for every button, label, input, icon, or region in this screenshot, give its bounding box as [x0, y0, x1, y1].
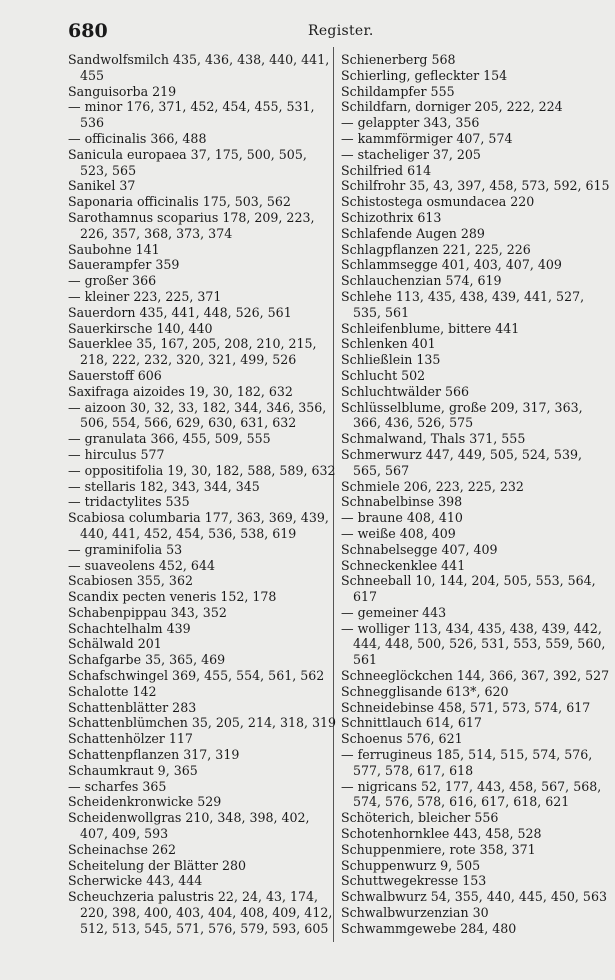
index-entry: Sandwolfsmilch 435, 436, 438, 440, 441, 455 [68, 52, 330, 83]
index-entry: Schlagpflanzen 221, 225, 226 [341, 241, 531, 257]
index-entry: — stellaris 182, 343, 344, 345 [68, 478, 260, 494]
index-entry: Scheidenwollgras 210, 348, 398, 402, 407, 409, 593 [68, 810, 310, 842]
index-entry: — großer 366 [68, 273, 157, 289]
index-entry: Sarothamnus scoparius 178, 209, 223, 226, 357, 368, 373, 374 [68, 209, 315, 241]
index-entry: Schattenblätter 283 [68, 699, 197, 715]
index-entry: — scharfes 365 [68, 778, 167, 794]
index-entry: — hirculus 577 [68, 446, 165, 462]
index-entry: Schuppenwurz 9, 505 [341, 857, 481, 873]
index-entry: — wolliger 113, 434, 435, 438, 439, 442, 444, 448, 500, 526, 531, 553, 559, 560, 561 [341, 620, 606, 668]
index-entry: — oppositifolia 19, 30, 182, 588, 589, 632 [68, 462, 336, 478]
index-entry: Schlüsselblume, große 209, 317, 363, 366, 436, 526, 575 [341, 399, 583, 431]
page-header [68, 20, 575, 44]
index-entry: Schlafende Augen 289 [341, 225, 485, 241]
index-entry: Sanicula europaea 37, 175, 500, 505, 523, 565 [68, 146, 307, 178]
index-entry: Schnegglisande 613*, 620 [341, 683, 509, 699]
index-entry: Sauerdorn 435, 441, 448, 526, 561 [68, 304, 292, 320]
index-entry: Scheinachse 262 [68, 841, 177, 857]
index-entry: Schlammsegge 401, 403, 407, 409 [341, 257, 562, 273]
index-entry: Scabiosa columbaria 177, 363, 369, 439, 440, 441, 452, 454, 536, 538, 619 [68, 510, 329, 541]
index-entry: Schattenblümchen 35, 205, 214, 318, 319 [68, 715, 337, 731]
index-entry: Schwalbwurzenzian 30 [341, 905, 489, 921]
index-entry: Schildampfer 555 [341, 83, 455, 99]
index-entry: Saxifraga aizoides 19, 30, 182, 632 [68, 383, 293, 399]
index-entry: Schließlein 135 [341, 352, 441, 368]
index-entry: Schlauchenzian 574, 619 [341, 273, 502, 289]
index-entry: Schalotte 142 [68, 683, 157, 699]
index-entry: Schabenpippau 343, 352 [68, 604, 227, 620]
index-entry: Scheitelung der Blätter 280 [68, 857, 247, 873]
index-entry: Scherwicke 443, 444 [68, 873, 203, 889]
index-entry: — nigricans 52, 177, 443, 458, 567, 568, 574, 576, 578, 616, 617, 618, 621 [341, 778, 602, 810]
index-entry: Schoenus 576, 621 [341, 731, 463, 747]
index-entry: Schlucht 502 [341, 367, 426, 383]
index-entry: Schilfried 614 [341, 162, 432, 178]
index-entry: — suaveolens 452, 644 [68, 557, 215, 573]
index-entry: — granulata 366, 455, 509, 555 [68, 431, 271, 447]
index-entry: — aizoon 30, 32, 33, 182, 344, 346, 356, 506, 554, 566, 629, 630, 631, 632 [68, 399, 327, 431]
index-entry: — graminifolia 53 [68, 541, 183, 557]
index-entry: Schnabelbinse 398 [341, 494, 463, 510]
index-entry: — gemeiner 443 [341, 604, 447, 620]
index-entry: Scheidenkronwicke 529 [68, 794, 222, 810]
index-entry: Schafschwingel 369, 455, 554, 561, 562 [68, 668, 325, 684]
index-entry: Schneeglöckchen 144, 366, 367, 392, 527 [341, 668, 610, 684]
index-entry: Schnittlauch 614, 617 [341, 715, 482, 731]
index-entry: — officinalis 366, 488 [68, 130, 207, 146]
index-entry: — gelappter 343, 356 [341, 115, 480, 131]
index-entry: Schilfrohr 35, 43, 397, 458, 573, 592, 615 [341, 178, 610, 194]
index-entry: Sauerklee 35, 167, 205, 208, 210, 215, 218, 222, 232, 320, 321, 499, 526 [68, 336, 317, 368]
index-entry: Scandix pecten veneris 152, 178 [68, 589, 277, 605]
running-title: Register. [308, 23, 374, 39]
index-entry: Schwalbwurz 54, 355, 440, 445, 450, 563 [341, 889, 607, 905]
index-entry: Sanguisorba 219 [68, 83, 177, 99]
index-column-right [341, 52, 611, 937]
index-entry: — ferrugineus 185, 514, 515, 574, 576, 577, 578, 617, 618 [341, 747, 593, 778]
index-entry: Schuttwegekresse 153 [341, 873, 487, 889]
index-entry: — kammförmiger 407, 574 [341, 130, 513, 146]
index-entry: Schaumkraut 9, 365 [68, 762, 198, 778]
index-entry: — tridactylites 535 [68, 494, 190, 510]
index-entry: Schneidebinse 458, 571, 573, 574, 617 [341, 699, 591, 715]
index-entry: Schneeball 10, 144, 204, 505, 553, 564, 617 [341, 573, 596, 605]
index-entry: Schafgarbe 35, 365, 469 [68, 652, 226, 668]
index-entry: Schluchtwälder 566 [341, 383, 470, 399]
index-entry: — stacheliger 37, 205 [341, 146, 481, 162]
index-entry: Schizothrix 613 [341, 209, 442, 225]
index-entry: Schlenken 401 [341, 336, 436, 352]
index-entry: Sauerkirsche 140, 440 [68, 320, 213, 336]
index-entry: Schmiele 206, 223, 225, 232 [341, 478, 524, 494]
index-entry: Schleifenblume, bittere 441 [341, 320, 520, 336]
index-entry: Schmerwurz 447, 449, 505, 524, 539, 565, 567 [341, 446, 582, 478]
index-entry: Schachtelhalm 439 [68, 620, 191, 636]
index-entry: Schistostega osmundacea 220 [341, 194, 535, 210]
index-entry: Schlehe 113, 435, 438, 439, 441, 527, 535, 561 [341, 288, 585, 320]
index-entry: Schierling, gefleckter 154 [341, 67, 508, 83]
index-entry: Scheuchzeria palustris 22, 24, 43, 174, 220, 398, 400, 403, 404, 408, 409, 412, 512, 513, 545, 571, 576, 579, 593, 605 [68, 889, 333, 936]
index-entry: Schneckenklee 441 [341, 557, 466, 573]
index-entry: — weiße 408, 409 [341, 525, 456, 541]
index-entry: Schildfarn, dorniger 205, 222, 224 [341, 99, 563, 115]
index-entry: Schmalwand, Thals 371, 555 [341, 431, 526, 447]
index-entry: — kleiner 223, 225, 371 [68, 288, 222, 304]
index-entry: Sauerampfer 359 [68, 257, 180, 273]
index-entry: Schälwald 201 [68, 636, 162, 652]
index-entry: Schnabelsegge 407, 409 [341, 541, 498, 557]
index-entry: Scabiosen 355, 362 [68, 573, 193, 589]
index-entry: Sanikel 37 [68, 178, 136, 194]
index-entry: Saubohne 141 [68, 241, 160, 257]
index-entry: Schwammgewebe 284, 480 [341, 920, 517, 936]
index-entry: Schienerberg 568 [341, 52, 456, 67]
index-entry: Schöterich, bleicher 556 [341, 810, 499, 826]
index-entry: — minor 176, 371, 452, 454, 455, 531, 536 [68, 99, 315, 131]
index-entry: Schotenhornklee 443, 458, 528 [341, 826, 542, 842]
index-entry: — braune 408, 410 [341, 510, 463, 526]
index-entry: Schuppenmiere, rote 358, 371 [341, 841, 536, 857]
index-entry: Schattenhölzer 117 [68, 731, 193, 747]
index-entry: Schattenpflanzen 317, 319 [68, 747, 240, 763]
index-entry: Sauerstoff 606 [68, 367, 162, 383]
index-entry: Saponaria officinalis 175, 503, 562 [68, 194, 291, 210]
page-number: 680 [68, 20, 108, 42]
index-column-left [68, 52, 338, 937]
